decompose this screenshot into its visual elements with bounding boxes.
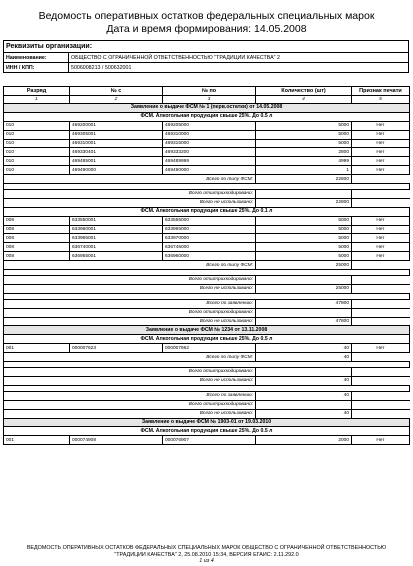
number-from-cell: 469200001 xyxy=(70,121,163,130)
quantity-cell: 5000 xyxy=(256,243,352,252)
number-from-cell: 633965001 xyxy=(70,234,163,243)
column-header: № с xyxy=(70,87,163,96)
print-flag-cell: Нет xyxy=(352,344,410,353)
group-header-row xyxy=(4,112,410,121)
total-label: Всего не использовано: xyxy=(4,409,256,418)
number-from-cell: 633550001 xyxy=(70,216,163,225)
number-to-cell: 633555000 xyxy=(163,216,256,225)
empty-cell xyxy=(352,276,410,285)
total-label: Всего по заявлению: xyxy=(4,299,256,308)
number-from-cell: 469330401 xyxy=(70,148,163,157)
table-row xyxy=(4,148,410,157)
group-header-row xyxy=(4,207,410,216)
number-from-cell: 000074908 xyxy=(70,436,163,445)
number-to-cell: 469315000 xyxy=(163,139,256,148)
footer-line: ВЕДОМОСТЬ ОПЕРАТИВНЫХ ОСТАТКОВ ФЕДЕРАЛЬНЫХ СПЕЦИАЛЬНЫХ МАРОК ОБЩЕСТВО С ОГРАНИЧЕННОЙ ОТВЕТСТВЕННОСТЬЮ xyxy=(26,545,387,551)
number-to-cell: 469205000 xyxy=(163,121,256,130)
quantity-cell: 5000 xyxy=(256,234,352,243)
number-to-cell: 469489999 xyxy=(163,157,256,166)
table-row xyxy=(4,216,410,225)
total-value xyxy=(256,400,352,409)
total-restamped-row xyxy=(4,400,410,409)
print-flag-cell: Нет xyxy=(352,225,410,234)
category-cell: 008 xyxy=(4,216,70,225)
total-label: Всего не использовано: xyxy=(4,317,256,326)
org-header: Реквизиты организации: xyxy=(4,41,409,53)
column-number: 1 xyxy=(4,96,70,104)
org-inn-value: 5006008213 / 500632001 xyxy=(69,63,409,73)
total-value xyxy=(256,190,352,199)
total-value: 22800 xyxy=(256,198,352,207)
total-by-statement-row xyxy=(4,299,410,308)
table-row xyxy=(4,121,410,130)
total-value: 47800 xyxy=(256,299,352,308)
total-unused-row xyxy=(4,198,410,207)
group-title: ФСМ. Алкогольная продукция свыше 25%. До 0.5 л xyxy=(4,112,410,121)
document-title: Ведомость оперативных остатков федеральных специальных марок xyxy=(38,10,375,22)
quantity-cell: 5000 xyxy=(256,225,352,234)
column-number: 4 xyxy=(256,96,352,104)
total-by-statement-row xyxy=(4,391,410,400)
total-label: Всего отштрихкодировано: xyxy=(4,400,256,409)
footer-line: "ТРАДИЦИИ КАЧЕСТВА" 2, 25.08.2010 15:34, ВЕРСИЯ ЕГАИС: 2.11.292.0 xyxy=(114,551,299,558)
total-label: Всего по заявлению: xyxy=(4,391,256,400)
category-cell: 008 xyxy=(4,252,70,261)
column-number: 2 xyxy=(70,96,163,104)
number-from-cell: 469485001 xyxy=(70,157,163,166)
empty-cell xyxy=(352,261,410,270)
statement-header-row xyxy=(4,418,410,427)
total-value xyxy=(256,368,352,377)
number-to-cell: 000076907 xyxy=(163,436,256,445)
empty-cell xyxy=(352,284,410,293)
table-row xyxy=(4,344,410,353)
total-value xyxy=(256,276,352,285)
category-cell: 010 xyxy=(4,148,70,157)
column-number: 3 xyxy=(163,96,256,104)
number-to-cell: 000007662 xyxy=(163,344,256,353)
category-cell: 001 xyxy=(4,344,70,353)
total-value: 40 xyxy=(256,376,352,385)
org-name-value: ОБЩЕСТВО С ОГРАНИЧЕННОЙ ОТВЕТСТВЕННОСТЬЮ "ТРАДИЦИИ КАЧЕСТВА" 2 xyxy=(69,53,409,63)
table-row xyxy=(4,234,410,243)
category-cell: 008 xyxy=(4,225,70,234)
print-flag-cell: Нет xyxy=(352,148,410,157)
total-label: Всего отштрихкодировано: xyxy=(4,368,256,377)
total-restamped-row xyxy=(4,308,410,317)
empty-cell xyxy=(352,391,410,400)
category-cell: 010 xyxy=(4,121,70,130)
quantity-cell: 5000 xyxy=(256,130,352,139)
category-cell: 010 xyxy=(4,130,70,139)
print-flag-cell: Нет xyxy=(352,121,410,130)
quantity-cell: 2000 xyxy=(256,436,352,445)
quantity-cell: 5000 xyxy=(256,216,352,225)
total-label: Всего не использовано: xyxy=(4,284,256,293)
number-from-cell: 636955001 xyxy=(70,252,163,261)
print-flag-cell: Нет xyxy=(352,139,410,148)
empty-cell xyxy=(352,368,410,377)
total-unused-row xyxy=(4,317,410,326)
empty-cell xyxy=(352,376,410,385)
category-cell: 010 xyxy=(4,139,70,148)
number-from-cell: 633960001 xyxy=(70,225,163,234)
number-to-cell: 636960000 xyxy=(163,252,256,261)
total-label: Всего по типу ФСМ: xyxy=(4,353,256,362)
empty-cell xyxy=(352,175,410,184)
number-to-cell: 633965000 xyxy=(163,225,256,234)
statement-header-row xyxy=(4,104,410,113)
print-flag-cell: Нет xyxy=(352,252,410,261)
number-to-cell: 636745000 xyxy=(163,243,256,252)
print-flag-cell: Нет xyxy=(352,166,410,175)
total-by-type-row xyxy=(4,353,410,362)
number-to-cell: 469310000 xyxy=(163,130,256,139)
total-value: 40 xyxy=(256,353,352,362)
category-cell: 010 xyxy=(4,157,70,166)
total-label: Всего отштрихкодировано: xyxy=(4,190,256,199)
total-restamped-row xyxy=(4,190,410,199)
print-flag-cell: Нет xyxy=(352,436,410,445)
org-details-table xyxy=(3,40,409,73)
total-value: 47800 xyxy=(256,317,352,326)
empty-cell xyxy=(352,409,410,418)
number-from-cell: 469310001 xyxy=(70,139,163,148)
column-number: 5 xyxy=(352,96,410,104)
group-title: ФСМ. Алкогольная продукция свыше 25%. До 0.1 л xyxy=(4,207,410,216)
print-flag-cell: Нет xyxy=(352,243,410,252)
table-row xyxy=(4,130,410,139)
total-label: Всего отштрихкодировано: xyxy=(4,276,256,285)
quantity-cell: 5000 xyxy=(256,121,352,130)
number-from-cell: 000007623 xyxy=(70,344,163,353)
print-flag-cell: Нет xyxy=(352,130,410,139)
page-footer xyxy=(6,545,407,565)
quantity-cell: 40 xyxy=(256,344,352,353)
total-unused-row xyxy=(4,409,410,418)
category-cell: 010 xyxy=(4,166,70,175)
total-unused-row xyxy=(4,376,410,385)
total-value: 40 xyxy=(256,409,352,418)
empty-cell xyxy=(352,353,410,362)
empty-cell xyxy=(352,198,410,207)
table-row xyxy=(4,243,410,252)
group-header-row xyxy=(4,427,410,436)
total-value: 40 xyxy=(256,391,352,400)
number-to-cell: 469333200 xyxy=(163,148,256,157)
statement-title: Заявление о выдаче ФСМ № 1234 от 13.11.2008 xyxy=(4,326,410,335)
document-subtitle: Дата и время формирования: 14.05.2008 xyxy=(106,23,307,35)
table-row xyxy=(4,252,410,261)
table-row xyxy=(4,166,410,175)
group-header-row xyxy=(4,335,410,344)
empty-cell xyxy=(352,400,410,409)
group-title: ФСМ. Алкогольная продукция свыше 25%. До 0.5 л xyxy=(4,335,410,344)
page-number: 1 из 4 xyxy=(199,558,214,565)
table-row xyxy=(4,139,410,148)
empty-cell xyxy=(352,308,410,317)
empty-cell xyxy=(352,317,410,326)
total-restamped-row xyxy=(4,368,410,377)
number-from-cell: 636740001 xyxy=(70,243,163,252)
quantity-cell: 5000 xyxy=(256,252,352,261)
number-to-cell: 633970000 xyxy=(163,234,256,243)
table-row xyxy=(4,157,410,166)
statement-title: Заявление о выдаче ФСМ № 1903-01 от 19.03.2010 xyxy=(4,418,410,427)
number-to-cell: 469490000 xyxy=(163,166,256,175)
total-label: Всего отштрихкодировано: xyxy=(4,308,256,317)
column-header-row xyxy=(4,87,410,96)
number-from-cell: 469305001 xyxy=(70,130,163,139)
quantity-cell: 2800 xyxy=(256,148,352,157)
total-by-type-row xyxy=(4,175,410,184)
stamps-table-body xyxy=(4,87,410,445)
total-unused-row xyxy=(4,284,410,293)
total-value: 22800 xyxy=(256,175,352,184)
column-number-row xyxy=(4,96,410,104)
statement-header-row xyxy=(4,326,410,335)
total-restamped-row xyxy=(4,276,410,285)
total-label: Всего по типу ФСМ: xyxy=(4,261,256,270)
quantity-cell: 1 xyxy=(256,166,352,175)
category-cell: 008 xyxy=(4,234,70,243)
total-label: Всего не использовано: xyxy=(4,376,256,385)
category-cell: 001 xyxy=(4,436,70,445)
total-value xyxy=(256,308,352,317)
quantity-cell: 5000 xyxy=(256,139,352,148)
total-label: Всего не использовано: xyxy=(4,198,256,207)
print-flag-cell: Нет xyxy=(352,216,410,225)
statement-title: Заявление о выдаче ФСМ № 1 (перв.остатки) от 14.05.2008 xyxy=(4,104,410,113)
column-header: Признак печати xyxy=(352,87,410,96)
total-value: 25000 xyxy=(256,261,352,270)
column-header: Количество (шт) xyxy=(256,87,352,96)
total-label: Всего по типу ФСМ: xyxy=(4,175,256,184)
stamps-table xyxy=(3,86,410,445)
column-header: № по xyxy=(163,87,256,96)
print-flag-cell: Нет xyxy=(352,157,410,166)
empty-cell xyxy=(352,190,410,199)
quantity-cell: 4999 xyxy=(256,157,352,166)
category-cell: 008 xyxy=(4,243,70,252)
number-from-cell: 469490000 xyxy=(70,166,163,175)
group-title: ФСМ. Алкогольная продукция свыше 25%. До 0.5 л xyxy=(4,427,410,436)
column-header: Разряд xyxy=(4,87,70,96)
total-by-type-row xyxy=(4,261,410,270)
print-flag-cell: Нет xyxy=(352,234,410,243)
table-row xyxy=(4,225,410,234)
total-value: 25000 xyxy=(256,284,352,293)
empty-cell xyxy=(352,299,410,308)
org-inn-label: ИНН / КПП: xyxy=(4,63,69,73)
table-row xyxy=(4,436,410,445)
org-name-label: Наименование: xyxy=(4,53,69,63)
